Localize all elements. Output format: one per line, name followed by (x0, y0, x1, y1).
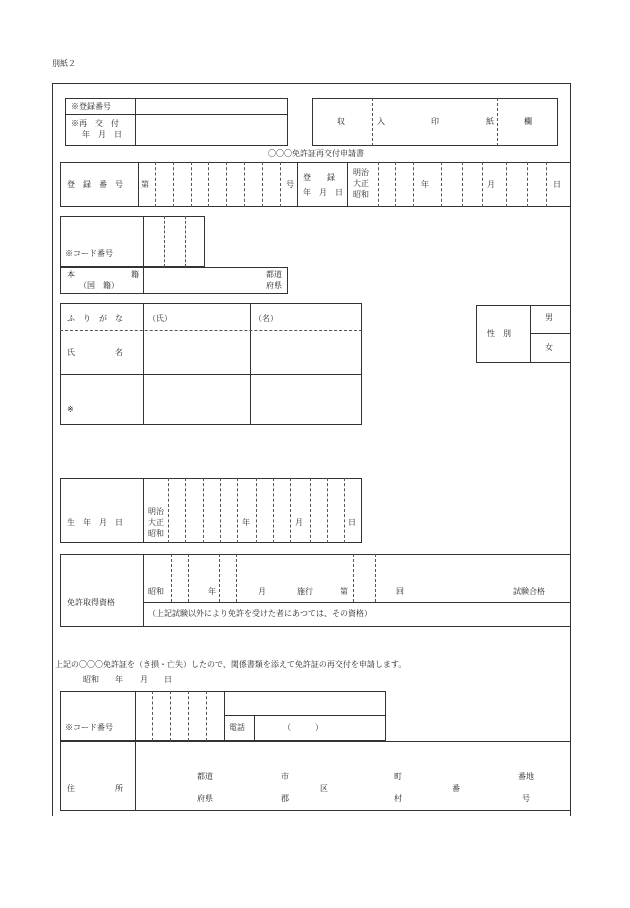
address-village: 村 (394, 794, 402, 803)
telephone-area-code: （ ） (283, 723, 323, 732)
dashed-divider (220, 478, 221, 543)
birth-day-label: 日 (348, 518, 356, 527)
address-go: 号 (522, 794, 530, 803)
prefecture-label-2: 府県 (266, 281, 282, 290)
divider (530, 333, 571, 334)
dashed-divider (226, 162, 227, 207)
year-label: 年 (421, 180, 429, 189)
address-city: 市 (281, 772, 289, 781)
divider (347, 162, 348, 207)
dashed-divider (378, 162, 379, 207)
statement-year-label: 年 (115, 675, 123, 684)
registration-date-label: 登 録 (303, 173, 335, 182)
registration-date-sub-label: 年 月 日 (303, 188, 343, 197)
code-number-label: ※コード番号 (65, 249, 113, 258)
birth-month-label: 月 (295, 518, 303, 527)
dashed-divider (152, 691, 153, 741)
dashed-divider (203, 478, 204, 543)
stamp-char-3: 印 (431, 117, 439, 126)
dashed-divider (482, 162, 483, 207)
dashed-divider (527, 162, 528, 207)
divider (143, 216, 144, 267)
surname-label: （氏） (148, 314, 172, 323)
dashed-divider (462, 162, 463, 207)
dashed-divider (273, 478, 274, 543)
dashed-divider (546, 162, 547, 207)
dashed-divider (256, 478, 257, 543)
code-telephone-box (60, 691, 386, 741)
birth-era-showa: 昭和 (148, 529, 164, 538)
month-label: 月 (487, 180, 495, 189)
license-kai-label: 回 (396, 587, 404, 596)
dashed-divider (185, 478, 186, 543)
dashed-divider (262, 162, 263, 207)
divider (224, 691, 225, 741)
outer-frame-top (52, 83, 570, 84)
dashed-divider (170, 691, 171, 741)
dashed-divider (185, 216, 186, 267)
divider (143, 267, 144, 294)
dashed-divider (395, 162, 396, 207)
birth-date-label: 生 年 月 日 (67, 518, 123, 527)
divider (143, 478, 144, 543)
full-name-label: 氏 名 (67, 348, 123, 357)
divider (65, 114, 288, 115)
dashed-divider (206, 691, 207, 741)
dashed-divider (236, 554, 237, 602)
attachment-label: 別紙２ (52, 59, 76, 68)
domicile-label: 本 籍 (67, 270, 139, 279)
license-qualification-label: 免許取得資格 (67, 598, 115, 607)
reissue-label: ※再 交 付 (71, 119, 119, 128)
license-enforcement-label: 施行 (297, 587, 313, 596)
address-county: 郡 (281, 794, 289, 803)
dashed-divider (60, 330, 362, 331)
outer-frame-left (52, 83, 53, 816)
registration-number-label: ※登録番号 (71, 102, 111, 111)
dashed-divider (375, 554, 376, 602)
day-label: 日 (553, 180, 561, 189)
birth-year-label: 年 (242, 518, 250, 527)
birth-era-meiji: 明治 (148, 507, 164, 516)
divider (60, 374, 362, 375)
dashed-divider (168, 478, 169, 543)
address-fuken: 府県 (197, 794, 213, 803)
address-banchi: 番地 (518, 772, 534, 781)
license-note: （上記試験以外により免許を受けた者にあつては、その資格） (148, 609, 372, 618)
stamp-char-1: 収 (337, 117, 345, 126)
dashed-divider (244, 162, 245, 207)
statement-month-label: 月 (140, 675, 148, 684)
dashed-divider (173, 162, 174, 207)
era-showa: 昭和 (353, 190, 369, 199)
dashed-divider (155, 162, 156, 207)
telephone-label: 電話 (229, 723, 245, 732)
license-era-showa: 昭和 (148, 587, 164, 596)
address-town: 町 (394, 772, 402, 781)
furigana-label: ふ り が な (67, 314, 123, 323)
address-ban: 番 (452, 784, 460, 793)
dashed-divider (441, 162, 442, 207)
divider (143, 602, 571, 603)
dashed-divider (191, 162, 192, 207)
stamp-char-5: 欄 (524, 117, 532, 126)
dashed-divider (208, 162, 209, 207)
code-number-box (60, 216, 205, 267)
prefecture-label-1: 都道 (266, 270, 282, 279)
go-label: 号 (286, 180, 294, 189)
divider (254, 715, 255, 741)
address-label: 住 所 (67, 784, 123, 793)
registration-number-row-label: 登 録 番 号 (67, 180, 123, 189)
birth-date-box (60, 478, 362, 543)
code-number-label-2: ※コード番号 (65, 723, 113, 732)
dashed-divider (353, 554, 354, 602)
dashed-divider (290, 478, 291, 543)
divider (135, 98, 136, 146)
dashed-divider (413, 162, 414, 207)
dashed-divider (219, 554, 220, 602)
statement-era-showa: 昭和 (83, 675, 99, 684)
dashed-divider (327, 478, 328, 543)
address-box (60, 741, 571, 811)
statement-text: 上記の〇〇〇免許証を（き損・亡失）したので、関係書類を添えて免許証の再交付を申請します。 (55, 660, 407, 669)
dashed-divider (344, 478, 345, 543)
era-taisho: 大正 (353, 179, 369, 188)
dashed-divider (372, 98, 373, 146)
birth-era-taisho: 大正 (148, 518, 164, 527)
divider (224, 715, 386, 716)
exam-pass-label: 試験合格 (513, 587, 545, 596)
license-dai-label: 第 (340, 587, 348, 596)
divider (250, 303, 251, 425)
address-todo: 都道 (197, 772, 213, 781)
divider (138, 162, 139, 207)
dashed-divider (310, 478, 311, 543)
gender-label: 性 別 (487, 329, 511, 338)
era-meiji: 明治 (353, 168, 369, 177)
reissue-date-label: 年 月 日 (82, 130, 122, 139)
dashed-divider (497, 98, 498, 146)
gender-female: 女 (545, 343, 553, 352)
name-note-mark: ※ (67, 405, 74, 414)
dashed-divider (506, 162, 507, 207)
divider (530, 305, 531, 363)
stamp-char-2: 入 (377, 117, 385, 126)
dashed-divider (188, 691, 189, 741)
dashed-divider (188, 554, 189, 602)
nationality-label: （国 籍） (79, 281, 119, 290)
divider (135, 741, 136, 811)
license-year-label: 年 (208, 587, 216, 596)
divider (143, 303, 144, 425)
stamp-char-4: 紙 (486, 117, 494, 126)
divider (297, 162, 298, 207)
gender-male: 男 (545, 313, 553, 322)
address-ward: 区 (320, 784, 328, 793)
license-month-label: 月 (258, 587, 266, 596)
given-name-label: （名） (254, 314, 278, 323)
statement-day-label: 日 (164, 675, 172, 684)
dashed-divider (171, 554, 172, 602)
dashed-divider (280, 162, 281, 207)
divider (135, 691, 136, 741)
dashed-divider (237, 478, 238, 543)
dai-label: 第 (141, 180, 149, 189)
dashed-divider (164, 216, 165, 267)
form-title: 〇〇〇免許証再交付申請書 (268, 149, 364, 158)
divider (143, 554, 144, 627)
